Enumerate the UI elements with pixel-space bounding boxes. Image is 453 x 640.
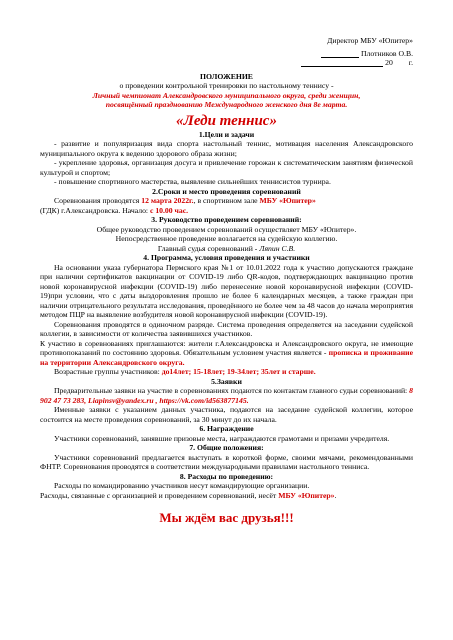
section-2-heading: 2.Сроки и место проведения соревнований <box>152 186 301 196</box>
section-5-heading: 5.Заявки <box>211 376 242 386</box>
age-groups-label: Возрастные группы участников: <box>54 367 162 376</box>
signature-line <box>40 49 413 59</box>
section-2-text-2 <box>40 206 413 216</box>
section-3-line-3 <box>40 244 413 254</box>
section-4-para-2: Соревнования проводятся в одиночном разряде. Система проведения определяется на заседании судейской коллегии, в зависимости от количества заявившихся участников. <box>40 319 413 338</box>
closing-slogan: Мы ждём вас друзья!!! <box>159 510 294 525</box>
section-8-para-1: Расходы по командированию участников несут командирующие организации. <box>54 481 310 490</box>
age-groups: до14лет; 15-18лет; 19-34лет; 35лет и старше. <box>161 367 316 376</box>
signature-blank <box>321 49 359 58</box>
date-g: г. <box>408 58 413 67</box>
section-8-period: . <box>334 490 337 500</box>
section-1-item-1: - развитие и популяризация вида спорта настольный теннис, мотивация населения Александровского муниципального округа к ведению здорового образа жизни; <box>40 139 413 158</box>
section-3-heading: 3. Руководство проведением соревнований: <box>151 215 302 224</box>
section-8-para-2-text: Расходы, связанные с организацией и проведением соревнований, несёт <box>40 490 279 500</box>
date-blank <box>301 58 383 67</box>
section-2-text <box>40 196 413 206</box>
event-title-line1: Личный чемпионат Александровского муниципального округа, среди женщин, <box>92 90 361 100</box>
section-5-para-1 <box>40 386 413 405</box>
event-date: 12 марта 2022г. <box>141 196 194 205</box>
chief-judge-label: Главный судья соревнований - <box>157 243 260 253</box>
event-title-line2: посвящённый празднованию Международного женского дня 8е марта. <box>105 100 348 109</box>
section-1-heading: 1.Цели и задачи <box>198 129 255 139</box>
section-7-para-1: Участники соревнований предлагается выступать в короткой форме, своими мячами, рекомендованными ФНТР. Соревнования проводятся в соответствии международными правилами настольного тенниса. <box>40 452 413 471</box>
section-6-heading: 6. Награждение <box>199 424 254 433</box>
residency-requirement: прописка и проживание на территории Александровского округа. <box>40 348 413 367</box>
age-groups-line <box>40 367 413 377</box>
document-heading: ПОЛОЖЕНИЕ <box>200 71 253 81</box>
organizer-name: МБУ «Юпитер» <box>278 490 335 500</box>
date-line <box>40 58 413 68</box>
event-start-time: с 10.00 час. <box>149 205 189 215</box>
section-5-para-2: Именные заявки с указанием данных участника, подаются на заседание судейской коллегии, которое состоится на месте проведения соревнований, за 30 минут до их начала. <box>40 405 413 424</box>
section-2-text-b: , в спортивном зале <box>193 196 260 205</box>
section-3-line-1: Общее руководство проведением соревнований осуществляет МБУ «Юпитер». <box>96 224 357 234</box>
section-1-item-3: - повышение спортивного мастерства, выявление сильнейших теннисистов турнира. <box>54 177 331 186</box>
section-2-text-a: Соревнования проводятся <box>54 196 142 205</box>
section-5-para-1-text: Предварительные заявки на участие в соревнованиях подаются по контактам главного судьи соревнований: <box>54 386 410 395</box>
event-name: «Леди теннис» <box>176 112 277 129</box>
section-4-heading: 4. Программа, условия проведения и участники <box>143 253 310 262</box>
section-4-para-1: На основании указа губернатора Пермского края №1 от 10.01.2022 года к участию допускаются граждане при наличии сертификатов вакцинации от COVID-19 либо QR-кодов, подтверждающих вакцинацию против новой коронавирусной инфекции (COVID-19) либо перенесение новой коронавирусной инфекции (COVID-19)при условии, что с даты выздоровления прошло не более 6 календарных месяцев, а также граждан при наличии отрицательного результата исследования, проведённого не более чем за 48 часов до начала мероприятия методом ПЦР на выявление возбудителя новой коронавирусной инфекции (COVID-19). <box>40 262 413 319</box>
date-year: 20 <box>385 58 393 67</box>
section-3-line-2: Непосредственное проведение возлагается на судейскую коллегию. <box>115 234 338 243</box>
chief-judge-name: Ляпин С.В. <box>259 243 296 253</box>
section-8-heading: 8. Расходы по проведению: <box>179 471 274 481</box>
section-8-para-2 <box>40 491 413 501</box>
section-6-para-1: Участники соревнований, занявшие призовые места, награждаются грамотами и призами учредителя. <box>54 433 390 443</box>
contacts: 8 902 47 73 283, Liapinsv@yandex.ru , https://vk.com/id563877145. <box>40 386 413 405</box>
document-subtitle: о проведении контрольной тренировки по настольному теннису - <box>119 81 334 90</box>
section-4-para-3-text: К участию в соревнованиях приглашаются: жители г.Александровска и Александровского округа, не имеющие противопоказаний по состоянию здоровья. Обязательным условием участия является - <box>40 338 413 357</box>
event-venue: МБУ «Юпитер» <box>259 196 316 205</box>
section-7-heading: 7. Общие положения: <box>189 443 264 452</box>
section-2-text-c: (ГДК) г.Александровска. Начало: <box>40 205 150 215</box>
director-line: Директор МБУ «Юпитер» <box>327 36 413 45</box>
section-4-para-3 <box>40 339 413 368</box>
section-1-item-2: - укрепление здоровья, организация досуга и привлечение горожан к систематическим занятиям физической культурой и спортом; <box>40 158 413 177</box>
signature-name: Плотников О.В. <box>361 48 413 58</box>
